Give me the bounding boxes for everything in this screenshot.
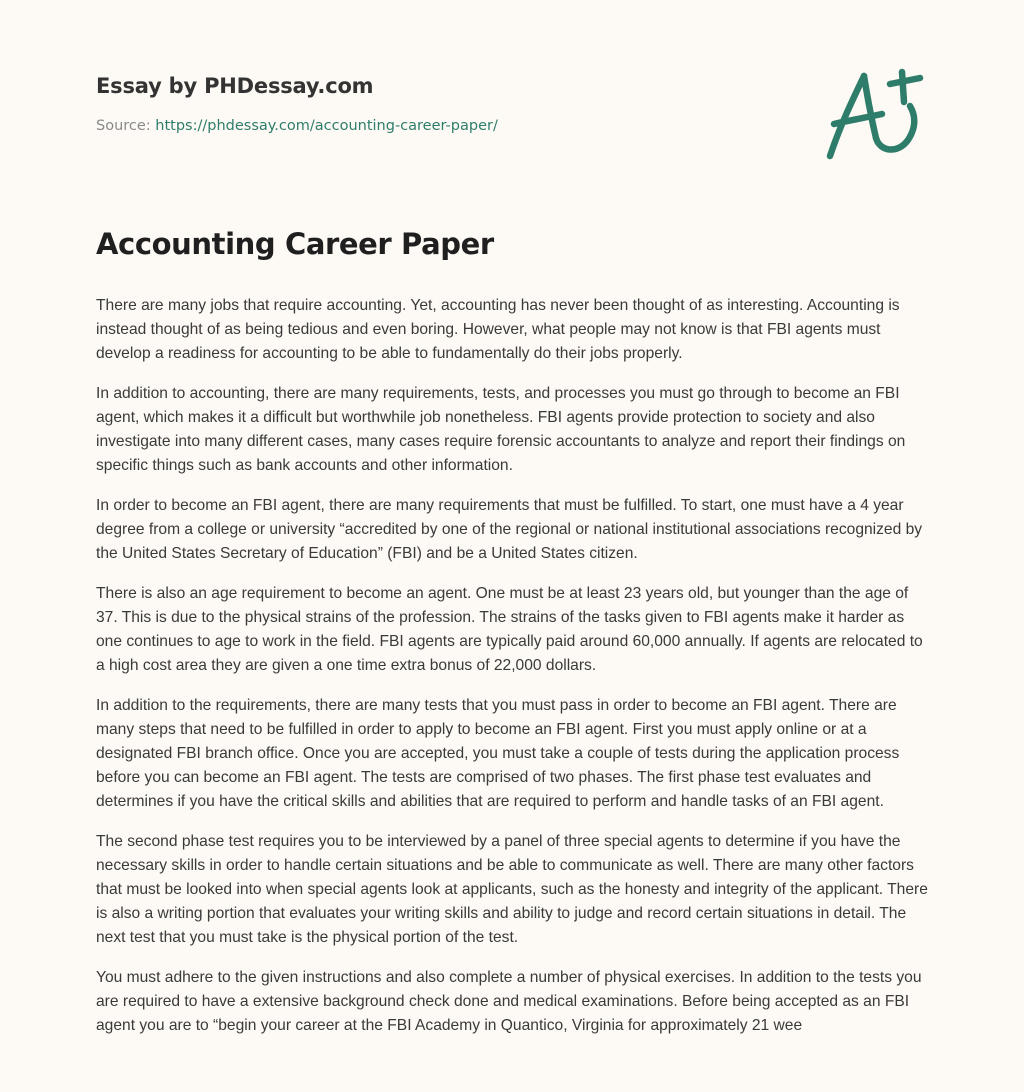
source-link[interactable]: https://phdessay.com/accounting-career-paper/ [155, 118, 498, 134]
source-label: Source: [96, 118, 151, 134]
essay-paragraph: There are many jobs that require accounting. Yet, accounting has never been thought of as interesting. Accounting is instead thought of as being tedious and even boring. However, what people may not know is that FBI agents must develop a readiness for accounting to be able to fundamentally do their jobs properly. [96, 297, 900, 362]
essay-paragraph: There is also an age requirement to become an agent. One must be at least 23 years old, but younger than the age of 37. This is due to the physical strains of the profession. The strains of the tasks given to FBI agents make it harder as one continues to age to work in the field. FBI agents are typically paid around 60,000 annually. If agents are relocated to a high cost area they are given a one time extra bonus of 22,000 dollars. [96, 585, 923, 674]
essay-paragraph: You must adhere to the given instructions and also complete a number of physical exercises. In addition to the tests you are required to have a extensive background check done and medical examinations. Before being accepted as an FBI agent you are to “begin your career at the FBI Academy in Quantico, Virginia for approximately 21 wee [96, 969, 922, 1034]
essay-content [96, 222, 930, 1054]
source-line [96, 118, 796, 134]
essay-paragraph: In addition to the requirements, there are many tests that you must pass in order to become an FBI agent. There are many steps that need to be fulfilled in order to apply to become an FBI agent. First you must apply online or at a designated FBI branch office. Once you are accepted, you must take a couple of tests during the application process before you can become an FBI agent. The tests are comprised of two phases. The first phase test evaluates and determines if you have the critical skills and abilities that are required to perform and handle tasks of an FBI agent. [96, 697, 900, 810]
essay-paragraph: In addition to accounting, there are many requirements, tests, and processes you must go through to become an FBI agent, which makes it a difficult but worthwhile job nonetheless. FBI agents provide protection to society and also investigate into many different cases, many cases require forensic accountants to analyze and report their findings on specific things such as bank accounts and other information. [96, 385, 906, 474]
essay-paragraph: The second phase test requires you to be interviewed by a panel of three special agents to determine if you have the necessary skills in order to handle certain situations and be able to communicate as well. There are many other factors that must be looked into when special agents look at applicants, such as the honesty and integrity of the applicant. There is also a writing portion that evaluates your writing skills and ability to judge and record certain situations in detail. The next test that you must take is the physical portion of the test. [96, 833, 928, 946]
a-plus-grade-icon [822, 66, 932, 166]
page-header [96, 74, 796, 134]
site-title: Essay by PHDessay.com [96, 74, 374, 98]
essay-paragraph: In order to become an FBI agent, there are many requirements that must be fulfilled. To start, one must have a 4 year degree from a college or university “accredited by one of the regional or national institutional associations recognized by the United States Secretary of Education” (FBI) and be a United States citizen. [96, 497, 923, 562]
essay-title: Accounting Career Paper [96, 227, 494, 261]
